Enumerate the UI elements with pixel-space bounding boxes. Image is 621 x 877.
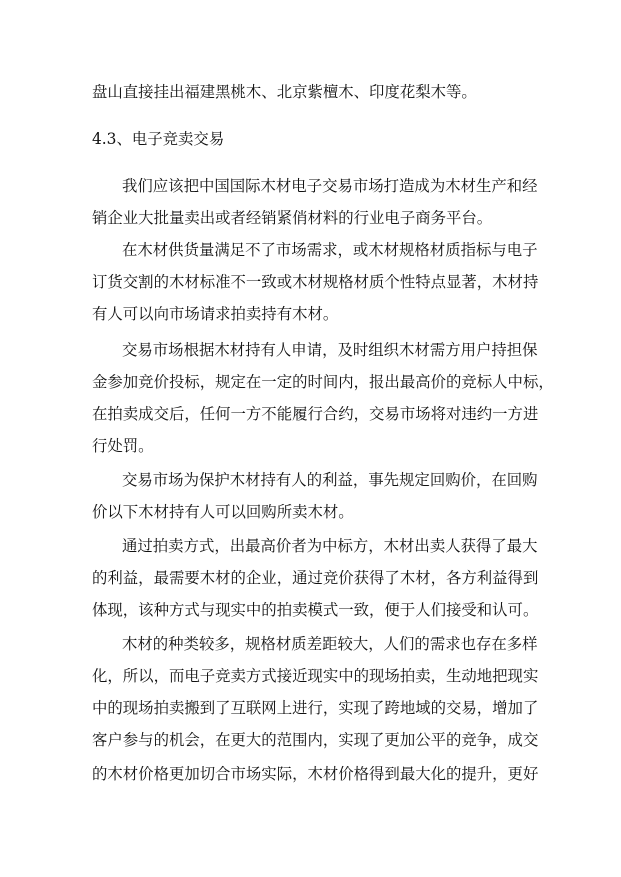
text-line-2: 我们应该把中国国际木材电子交易市场打造成为木材生产和经 — [122, 177, 538, 195]
text-line-19: 客户参与的机会，在更大的范围内，实现了更加公平的竞争，成交 — [92, 731, 539, 749]
section-heading: 4.3、电子竞卖交易 — [92, 130, 225, 148]
text-line-3: 销企业大批量卖出或者经销紧俏材料的行业电子商务平台。 — [92, 209, 493, 227]
text-line-20: 的木材价格更加切合市场实际，木材价格得到最大化的提升，更好 — [92, 765, 539, 783]
text-line-1: 盘山直接挂出福建黑桃木、北京紫檀木、印度花梨木等。 — [92, 83, 477, 101]
text-line-6: 有人可以向市场请求拍卖持有木材。 — [92, 305, 339, 323]
text-line-9: 在拍卖成交后，任何一方不能履行合约，交易市场将对违约一方进 — [92, 405, 539, 423]
text-line-17: 化，所以，而电子竞卖方式接近现实中的现场拍卖，生动地把现实 — [92, 667, 539, 685]
text-line-18: 中的现场拍卖搬到了互联网上进行，实现了跨地域的交易，增加了 — [92, 699, 539, 717]
text-line-15: 体现，该种方式与现实中的拍卖模式一致，便于人们接受和认可。 — [92, 601, 539, 619]
text-line-16: 木材的种类较多，规格材质差距较大，人们的需求也存在多样 — [122, 635, 538, 653]
text-line-4: 在木材供货量满足不了市场需求，或木材规格材质指标与电子 — [122, 241, 538, 259]
text-line-10: 行处罚。 — [92, 437, 154, 455]
text-line-7: 交易市场根据木材持有人申请，及时组织木材需方用户持担保 — [122, 341, 538, 359]
text-line-8: 金参加竞价投标，规定在一定的时间内，报出最高价的竞标人中标， — [92, 373, 554, 391]
text-line-12: 价以下木材持有人可以回购所卖木材。 — [92, 503, 354, 521]
text-line-13: 通过拍卖方式，出最高价者为中标方，木材出卖人获得了最大 — [122, 537, 538, 555]
text-line-14: 的利益，最需要木材的企业，通过竞价获得了木材，各方利益得到 — [92, 569, 539, 587]
text-line-5: 订货交割的木材标准不一致或木材规格材质个性特点显著，木材持 — [92, 273, 539, 291]
text-line-11: 交易市场为保护木材持有人的利益，事先规定回购价，在回购 — [122, 471, 538, 489]
